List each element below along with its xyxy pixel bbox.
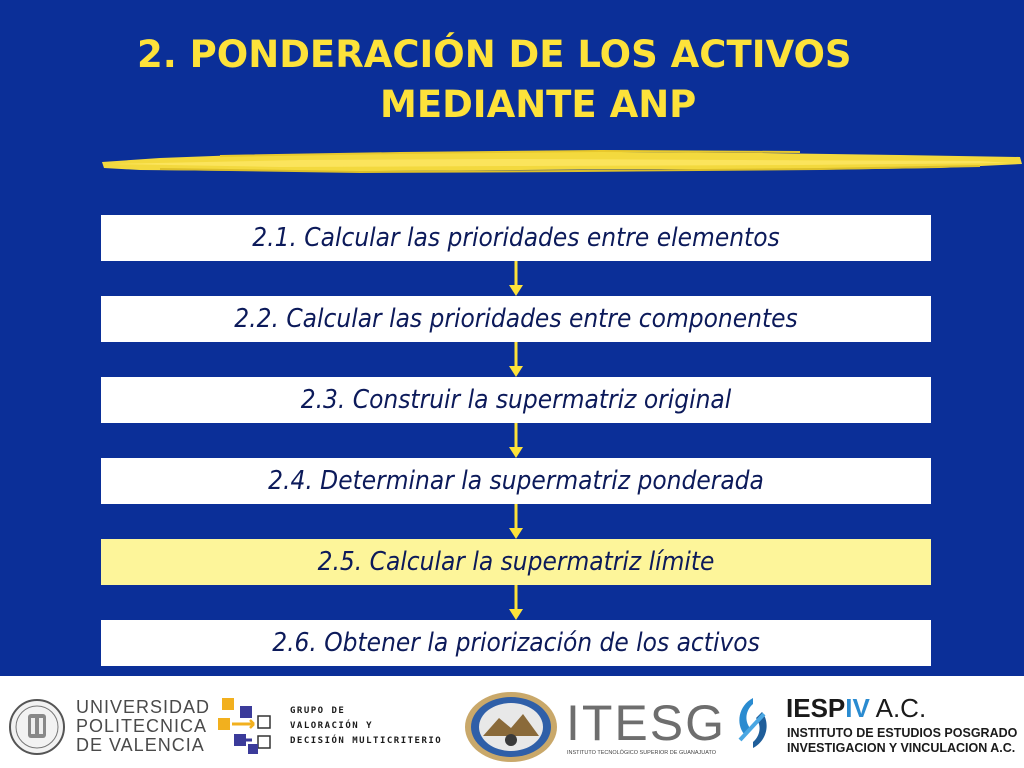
upv-line-3: DE VALENCIA (76, 735, 205, 755)
step-box-1 (101, 215, 931, 261)
footer-logo-bar (0, 676, 1024, 768)
step-box-4 (101, 458, 931, 504)
iesp-name-part-2: IV (845, 693, 870, 723)
iesp-line-2: INVESTIGACION Y VINCULACION A.C. (787, 741, 1016, 755)
flow-arrow-icon (505, 342, 527, 377)
upv-line-1: UNIVERSIDAD (76, 697, 211, 717)
itesg-subtitle: INSTITUTO TECNOLÓGICO SUPERIOR DE GUANAJUATO (567, 750, 717, 756)
iesp-logo-icon (730, 694, 776, 752)
gvd-logo-icon (214, 694, 276, 756)
step-label-2: 2.2. Calcular las prioridades entre componentes (234, 304, 798, 334)
gvd-line-1: GRUPO DE (290, 706, 346, 716)
title-line-2: MEDIANTE ANP (380, 83, 697, 126)
step-box-2 (101, 296, 931, 342)
iesp-name-part-3: A.C. (869, 693, 927, 723)
gvd-line-3: DECISIÓN MULTICRITERIO (290, 736, 443, 746)
iesp-subtitle (787, 726, 1017, 756)
step-label-3: 2.3. Construir la supermatriz original (300, 385, 732, 415)
upv-seal-icon (8, 698, 66, 756)
step-box-5 (101, 539, 931, 585)
step-label-1: 2.1. Calcular las prioridades entre elementos (252, 223, 780, 253)
step-label-6: 2.6. Obtener la priorización de los activos (272, 628, 760, 658)
itesg-seal-icon (463, 690, 559, 764)
flow-arrow-icon (505, 423, 527, 458)
gvd-wordmark (290, 704, 442, 749)
flow-arrow-icon (505, 585, 527, 620)
title-line-1: 2. PONDERACIÓN DE LOS ACTIVOS (137, 33, 852, 76)
iesp-line-1: INSTITUTO DE ESTUDIOS POSGRADO (787, 726, 1018, 740)
upv-line-2: POLITECNICA (76, 716, 208, 736)
iesp-name-part-1: IESP (786, 693, 846, 723)
upv-wordmark (76, 698, 210, 755)
iesp-wordmark (786, 694, 926, 722)
flow-arrow-icon (505, 261, 527, 296)
step-label-5: 2.5. Calcular la supermatriz límite (317, 547, 715, 577)
step-box-6 (101, 620, 931, 666)
gvd-line-2: VALORACIÓN Y (290, 721, 374, 731)
step-box-3 (101, 377, 931, 423)
itesg-wordmark: ITESG (566, 695, 727, 751)
title-underline-brush (100, 140, 1024, 182)
step-label-4: 2.4. Determinar la supermatriz ponderada (268, 466, 764, 496)
flow-arrow-icon (505, 504, 527, 539)
